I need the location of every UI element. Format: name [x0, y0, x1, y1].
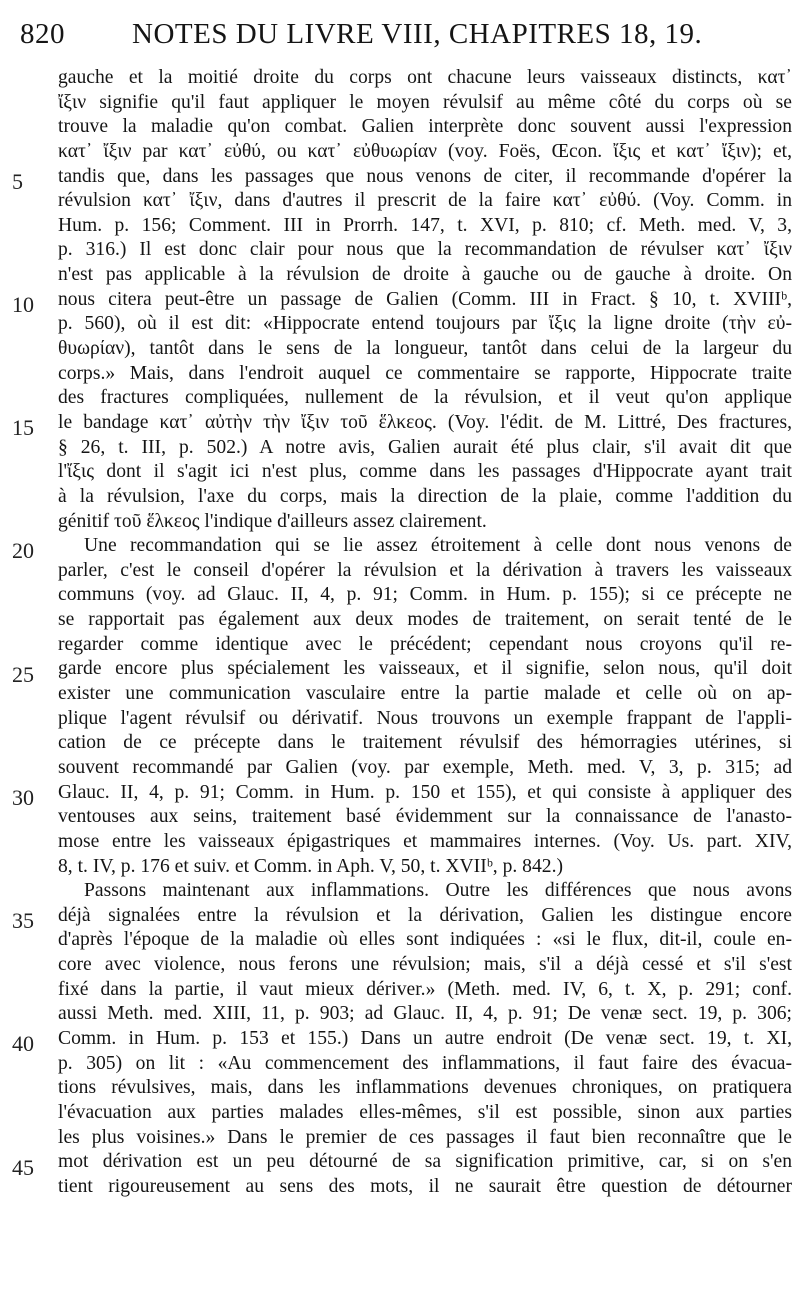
text-line: déjà signalées entre la révulsion et la dérivation, Galien les distingue encore	[58, 904, 792, 926]
text-line: parler, c'est le conseil d'opérer la révulsion et la dérivation à travers les vaisseaux	[58, 559, 792, 581]
text-line: regarder comme identique avec le précédent; cependant nous croyons qu'il re-	[58, 633, 792, 655]
text-line: gauche et la moitié droite du corps ont chacune leurs vaisseaux distincts, κατ᾽	[58, 67, 792, 88]
text-line: fixé dans la partie, il vaut mieux dériver.» (Meth. med. IV, 6, t. X, p. 291; conf.	[58, 978, 792, 1000]
text-line: plique l'agent révulsif ou dérivatif. Nous trouvons un exemple frappant de l'appli-	[58, 707, 792, 729]
text-line: tandis que, dans les passages que nous venons de citer, il recommande d'opérer la	[58, 165, 792, 187]
text-line: souvent recommandé par Galien (voy. par exemple, Meth. med. V, 3, p. 315; ad	[58, 756, 792, 778]
text-line: aussi Meth. med. XIII, 11, p. 903; ad Glauc. II, 4, p. 91; De venæ sect. 19, p. 306;	[58, 1003, 792, 1025]
line-number: 15	[12, 415, 34, 441]
text-line: n'est pas applicable à la révulsion de droite à gauche ou de gauche à droite. On	[58, 264, 792, 286]
line-number: 25	[12, 661, 34, 687]
text-line: core avec violence, nous ferons une révulsion; mais, s'il a déjà cessé et s'il s'est	[58, 954, 792, 976]
text-line: se rapportait pas également aux deux modes de traitement, on serait tenté de le	[58, 609, 792, 631]
text-line: ἴξιν signifie qu'il faut appliquer le moyen révulsif au même côté du corps où se	[58, 91, 792, 113]
text-line: l'évacuation aux parties malades elles-mêmes, s'il est possible, sinon aux parties	[58, 1101, 792, 1123]
text-line: p. 305) on lit : «Au commencement des inflammations, il faut faire des évacua-	[58, 1052, 792, 1074]
line-number: 35	[12, 908, 34, 934]
text-line: trouve la maladie qu'on combat. Galien interprète donc souvent aussi l'expression	[58, 116, 792, 138]
text-line: révulsion κατ᾽ ἴξιν, dans d'autres il prescrit de la faire κατ᾽ εὐθύ. (Voy. Comm. in	[58, 190, 792, 212]
text-line: Comm. in Hum. p. 153 et 155.) Dans un autre endroit (De venæ sect. 19, t. XI,	[58, 1027, 792, 1049]
text-line: Hum. p. 156; Comment. III in Prorrh. 147, t. XVI, p. 810; cf. Meth. med. V, 3,	[58, 214, 792, 236]
text-line: à la révulsion, l'axe du corps, mais la direction de la plaie, comme l'addition du	[58, 485, 792, 507]
body-text	[58, 66, 792, 1199]
text-line: l'ἴξις dont il s'agit ici n'est plus, comme dans les passages d'Hippocrate ayant trait	[58, 461, 792, 483]
text-line: tient rigoureusement au sens des mots, il ne saurait être question de détourner	[58, 1175, 792, 1197]
text-line: nous citera peut-être un passage de Galien (Comm. III in Fract. § 10, t. XVIIIᵇ,	[58, 288, 792, 310]
page-number: 820	[20, 18, 65, 50]
running-header	[20, 18, 780, 51]
text-line: p. 560), où il est dit: «Hippocrate entend toujours par ἴξις la ligne droite (τὴν εὐ-	[58, 313, 792, 335]
line-number: 30	[12, 784, 34, 810]
text-line: les plus voisines.» Dans le premier de ces passages il faut bien reconnaître que le	[58, 1126, 792, 1148]
text-line: mot dérivation est un peu détourné de sa signification primitive, car, si on s'en	[58, 1151, 792, 1173]
text-line: cation de ce précepte dans le traitement révulsif des hémorragies utérines, si	[58, 732, 792, 754]
text-line: Passons maintenant aux inflammations. Outre les différences que nous avons	[84, 880, 792, 902]
text-line: garde encore plus spécialement les vaisseaux, et il signifie, selon nous, qu'il doit	[58, 658, 792, 680]
text-line: Une recommandation qui se lie assez étroitement à celle dont nous venons de	[84, 535, 792, 557]
line-number: 20	[12, 538, 34, 564]
text-line: le bandage κατ᾽ αὐτὴν τὴν ἴξιν τοῦ ἕλκεος. (Voy. l'édit. de M. Littré, Des fractures,	[58, 411, 792, 433]
line-number: 40	[12, 1031, 34, 1057]
text-line: tions révulsives, mais, dans les inflammations devenues chroniques, on pratiquera	[58, 1077, 792, 1099]
text-line: Glauc. II, 4, p. 91; Comm. in Hum. p. 150 et 155), et qui consiste à appliquer des	[58, 781, 792, 803]
text-line: corps.» Mais, dans l'endroit auquel ce commentaire se rapporte, Hippocrate traite	[58, 362, 792, 384]
running-title: NOTES DU LIVRE VIII, CHAPITRES 18, 19.	[132, 18, 703, 50]
text-line: des fractures compliquées, nullement de la révulsion, et il veut qu'on applique	[58, 387, 792, 409]
text-line: ventouses aux seins, traitement basé évidemment sur la connaissance de l'anasto-	[58, 806, 792, 828]
text-line: p. 316.) Il est donc clair pour nous que la recommandation de révulser κατ᾽ ἴξιν	[58, 239, 792, 261]
line-number: 5	[12, 168, 23, 194]
text-line: d'après l'époque de la maladie où elles sont indiquées : «si le flux, dit-il, coule en-	[58, 929, 792, 951]
line-number: 45	[12, 1154, 34, 1180]
text-line: mose entre les vaisseaux épigastriques et mammaires internes. (Voy. Us. part. XIV,	[58, 830, 792, 852]
text-line: communs (voy. ad Glauc. II, 4, p. 91; Comm. in Hum. p. 155); si ce précepte ne	[58, 584, 792, 606]
text-line: génitif τοῦ ἕλκεος l'indique d'ailleurs assez clairement.	[58, 510, 487, 532]
text-line: § 26, t. III, p. 502.) A notre avis, Galien aurait été plus clair, s'il avait dit que	[58, 436, 792, 458]
text-line: θυωρίαν), tantôt dans le sens de la longueur, tantôt dans celui de la largeur du	[58, 338, 792, 360]
line-number: 10	[12, 291, 34, 317]
text-line: 8, t. IV, p. 176 et suiv. et Comm. in Aph. V, 50, t. XVIIᵇ, p. 842.)	[58, 855, 563, 877]
text-line: κατ᾽ ἴξιν par κατ᾽ εὐθύ, ou κατ᾽ εὐθυωρίαν (voy. Foës, Œcon. ἴξις et κατ᾽ ἴξιν); et,	[58, 140, 792, 162]
text-line: exister une communication vasculaire entre la partie malade et celle où on ap-	[58, 683, 792, 705]
